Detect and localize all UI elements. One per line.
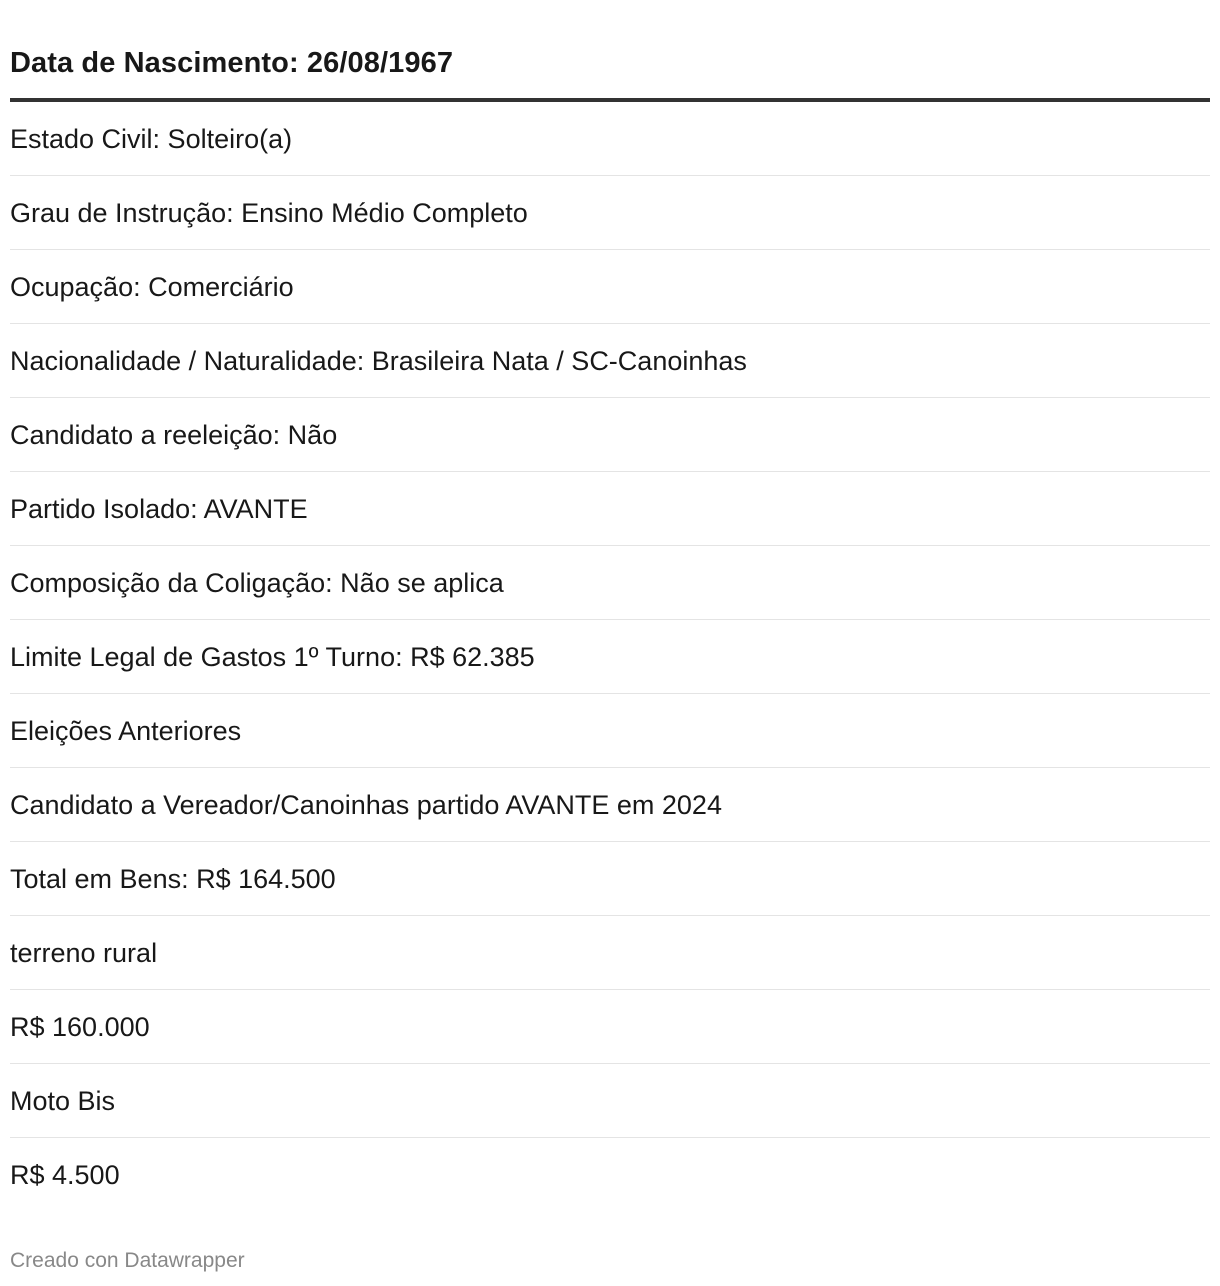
table-row: [10, 1064, 1210, 1138]
table-cell: terreno rural: [10, 937, 158, 968]
table-row: [10, 250, 1210, 324]
table-cell: Ocupação: Comerciário: [10, 271, 294, 302]
table-row: [10, 842, 1210, 916]
table-body: [10, 102, 1210, 1211]
table-row: [10, 472, 1210, 546]
table-cell: Partido Isolado: AVANTE: [10, 493, 308, 524]
table-row: [10, 324, 1210, 398]
table-row: [10, 102, 1210, 176]
datawrapper-table: [10, 0, 1210, 1272]
table-row: [10, 176, 1210, 250]
table-cell: Composição da Coligação: Não se aplica: [10, 567, 504, 598]
table-row: [10, 620, 1210, 694]
datawrapper-credit[interactable]: [10, 1247, 245, 1275]
table-cell: Nacionalidade / Naturalidade: Brasileira Nata / SC-Canoinhas: [10, 345, 747, 376]
table-row: [10, 546, 1210, 620]
table-cell: R$ 160.000: [10, 1011, 150, 1042]
table-cell: Estado Civil: Solteiro(a): [10, 123, 293, 154]
table-row: [10, 398, 1210, 472]
table-row: [10, 1138, 1210, 1211]
table-cell: Limite Legal de Gastos 1º Turno: R$ 62.385: [10, 641, 535, 672]
table-header: [10, 0, 1210, 102]
table-cell: Eleições Anteriores: [10, 715, 242, 746]
table-cell: Candidato a reeleição: Não: [10, 419, 338, 450]
table-row: [10, 916, 1210, 990]
table-header-label: Data de Nascimento: 26/08/1967: [10, 47, 454, 79]
table-row: [10, 990, 1210, 1064]
table-row: [10, 694, 1210, 768]
table-cell: R$ 4.500: [10, 1159, 120, 1190]
credit-label[interactable]: Creado con Datawrapper: [10, 1249, 245, 1272]
table-cell: Moto Bis: [10, 1085, 116, 1116]
table-cell: Grau de Instrução: Ensino Médio Completo: [10, 197, 528, 228]
table-cell: Total em Bens: R$ 164.500: [10, 863, 336, 894]
table-cell: Candidato a Vereador/Canoinhas partido AVANTE em 2024: [10, 789, 722, 820]
table-row: [10, 768, 1210, 842]
